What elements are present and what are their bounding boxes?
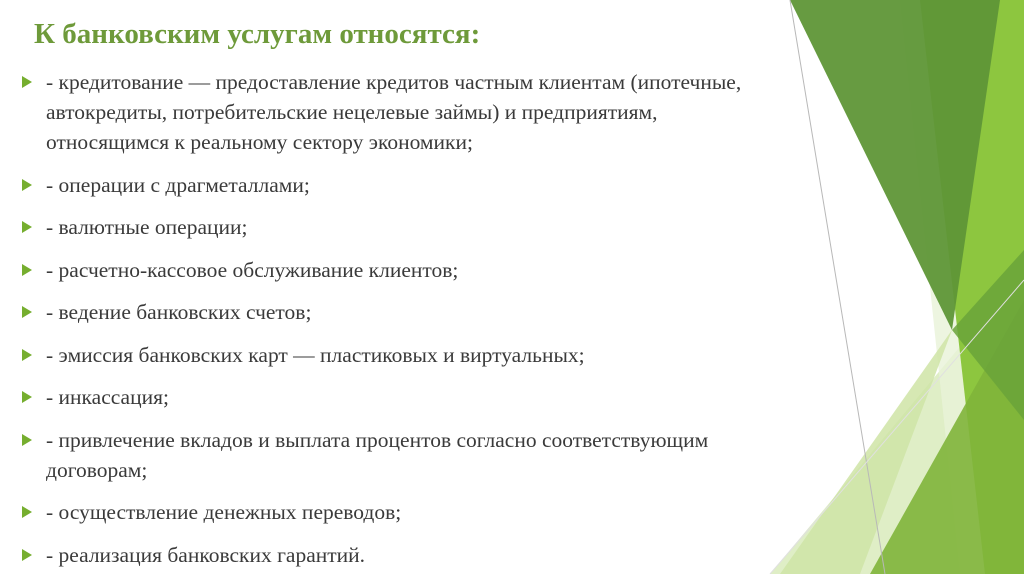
slide-title: К банковским услугам относятся: [34, 18, 481, 50]
bullet-list [20, 67, 760, 574]
triangle-right-icon [22, 179, 32, 191]
triangle-right-icon [22, 76, 32, 88]
list-item [20, 255, 760, 285]
list-item [20, 540, 760, 570]
list-item-text: - инкассация; [46, 385, 169, 409]
list-item-text: - кредитование — предоставление кредитов частным клиентам (ипотечные, автокредиты, потребительские нецелевые займы) и предприятиям, относящимся к реальному сектору экономики; [46, 70, 742, 154]
list-item [20, 170, 760, 200]
list-item [20, 212, 760, 242]
triangle-right-icon [22, 434, 32, 446]
list-item [20, 67, 760, 157]
triangle-right-icon [22, 349, 32, 361]
triangle-right-icon [22, 306, 32, 318]
list-item-text: - реализация банковских гарантий. [46, 542, 366, 567]
list-item-text: - ведение банковских счетов; [46, 300, 312, 324]
triangle-right-icon [22, 549, 32, 561]
list-item [20, 382, 760, 412]
triangle-right-icon [22, 391, 32, 403]
list-item [20, 497, 760, 527]
list-item-text: - валютные операции; [46, 215, 248, 239]
list-item-text: - расчетно-кассовое обслуживание клиентов; [46, 257, 459, 282]
triangle-right-icon [22, 506, 32, 518]
triangle-right-icon [22, 221, 32, 233]
triangle-right-icon [22, 264, 32, 276]
list-item [20, 297, 760, 327]
list-item [20, 340, 760, 370]
list-item-text: - привлечение вкладов и выплата процентов согласно соответствующим договорам; [46, 427, 709, 482]
list-item-text: - эмиссия банковских карт — пластиковых и виртуальных; [46, 342, 585, 367]
list-item-text: - операции с драгметаллами; [46, 172, 310, 197]
list-item-text: - осуществление денежных переводов; [46, 500, 402, 524]
list-item [20, 425, 760, 485]
